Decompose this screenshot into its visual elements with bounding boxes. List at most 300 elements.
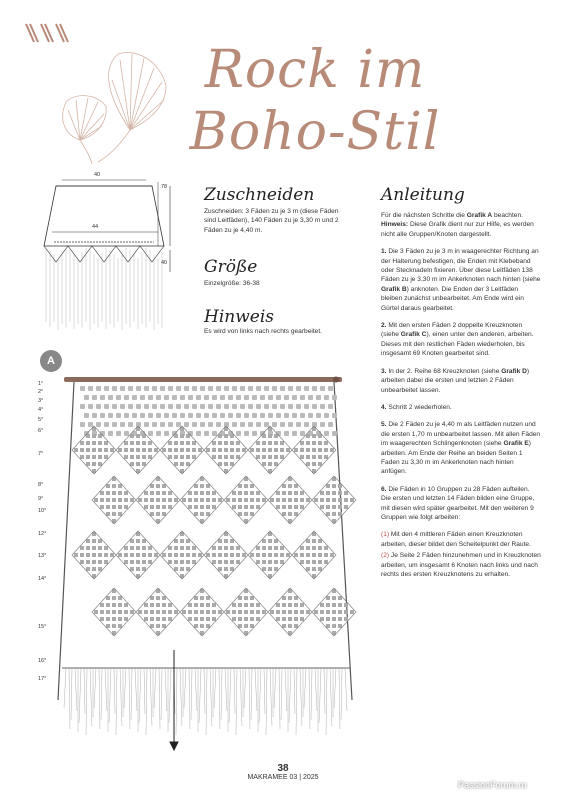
knot bbox=[168, 455, 172, 459]
knot bbox=[150, 624, 154, 628]
knot bbox=[268, 553, 272, 557]
knot bbox=[244, 596, 248, 600]
knot bbox=[332, 596, 336, 600]
knot bbox=[92, 441, 96, 445]
knot bbox=[116, 413, 121, 418]
knot bbox=[274, 539, 278, 543]
knot bbox=[332, 484, 336, 488]
fringe bbox=[324, 668, 325, 714]
knot bbox=[112, 498, 116, 502]
knot bbox=[198, 448, 202, 452]
knot bbox=[140, 413, 145, 418]
knot bbox=[236, 546, 240, 550]
knot bbox=[124, 546, 128, 550]
knot bbox=[206, 498, 210, 502]
knot bbox=[184, 386, 189, 391]
knot bbox=[238, 610, 242, 614]
knot bbox=[176, 404, 181, 409]
knot bbox=[300, 441, 304, 445]
knot bbox=[338, 484, 342, 488]
knot bbox=[300, 455, 304, 459]
knot bbox=[328, 386, 333, 391]
knot bbox=[332, 624, 336, 628]
fringe bbox=[184, 668, 186, 708]
knot bbox=[240, 422, 245, 427]
knot bbox=[144, 386, 149, 391]
fringe bbox=[169, 668, 171, 723]
knot bbox=[124, 448, 128, 452]
fringe bbox=[229, 668, 231, 723]
knot bbox=[318, 560, 322, 564]
knot bbox=[268, 448, 272, 452]
fringe bbox=[341, 668, 342, 720]
knot bbox=[148, 441, 152, 445]
knot bbox=[94, 610, 98, 614]
knot bbox=[86, 553, 90, 557]
knot bbox=[344, 491, 348, 495]
knot bbox=[100, 617, 104, 621]
knot bbox=[236, 413, 241, 418]
knot bbox=[262, 610, 266, 614]
knot bbox=[112, 505, 116, 509]
knot bbox=[124, 617, 128, 621]
knot bbox=[144, 422, 149, 427]
knot bbox=[168, 441, 172, 445]
knot bbox=[112, 512, 116, 516]
knot bbox=[240, 386, 245, 391]
knot bbox=[326, 505, 330, 509]
knot bbox=[324, 395, 329, 400]
knot bbox=[148, 560, 152, 564]
knot bbox=[168, 491, 172, 495]
knot bbox=[256, 448, 260, 452]
knot bbox=[306, 567, 310, 571]
knot bbox=[200, 596, 204, 600]
knot bbox=[284, 395, 289, 400]
step-5: 5. Die 2 Fäden zu je 4,40 m als Leitfäden nutzen und die ersten 1,70 m unbearbeitet lassen. Mit allen Fäden im waagerechten Schlingenknoten (siehe Grafik E) arbeiten. Am Ende der Reihe an beiden Seiten 1 Faden zu 3,30 m im Ankerknoten nach hinten anfügen. bbox=[381, 421, 541, 476]
fringe bbox=[101, 668, 102, 720]
fringe bbox=[94, 668, 96, 708]
knot bbox=[110, 448, 114, 452]
knot bbox=[294, 498, 298, 502]
knot bbox=[136, 386, 141, 391]
knot bbox=[212, 498, 216, 502]
knot bbox=[196, 413, 201, 418]
knot bbox=[280, 448, 284, 452]
fringe bbox=[319, 668, 321, 723]
knot bbox=[104, 455, 108, 459]
knot bbox=[262, 539, 266, 543]
knot bbox=[118, 505, 122, 509]
knot bbox=[174, 553, 178, 557]
knot bbox=[280, 422, 285, 427]
knot bbox=[124, 603, 128, 607]
knot bbox=[250, 484, 254, 488]
knot bbox=[106, 603, 110, 607]
knot bbox=[268, 434, 272, 438]
knot bbox=[318, 546, 322, 550]
knot bbox=[154, 448, 158, 452]
knot bbox=[136, 560, 140, 564]
knot bbox=[106, 505, 110, 509]
knot bbox=[300, 395, 305, 400]
fringe bbox=[309, 668, 310, 729]
knot bbox=[236, 455, 240, 459]
knot bbox=[86, 462, 90, 466]
row-label: 15° bbox=[38, 624, 47, 630]
knot bbox=[104, 441, 108, 445]
knot bbox=[294, 596, 298, 600]
knot bbox=[268, 395, 273, 400]
knot bbox=[332, 395, 337, 400]
knot bbox=[194, 596, 198, 600]
knot bbox=[330, 448, 334, 452]
knot bbox=[256, 441, 260, 445]
knot bbox=[144, 610, 148, 614]
knot bbox=[192, 448, 196, 452]
fringe bbox=[300, 668, 302, 726]
knot bbox=[180, 441, 184, 445]
knot bbox=[238, 512, 242, 516]
knot bbox=[236, 448, 240, 452]
knot bbox=[148, 546, 152, 550]
knot bbox=[252, 413, 257, 418]
knot bbox=[276, 505, 280, 509]
fringe bbox=[264, 668, 265, 714]
knot bbox=[168, 498, 172, 502]
fringe bbox=[191, 668, 192, 720]
knot bbox=[144, 603, 148, 607]
knot bbox=[274, 448, 278, 452]
knot bbox=[244, 617, 248, 621]
knot bbox=[304, 386, 309, 391]
knot bbox=[200, 610, 204, 614]
step-6-2: (2) Je Seite 2 Fäden hinzunehmen und in Kreuzknoten arbeiten, um insgesamt 6 Knoten nach links und nach rechts des ersten Kreuzknotens zu erhalten. bbox=[381, 552, 541, 578]
knot bbox=[180, 462, 184, 466]
knot bbox=[98, 441, 102, 445]
knot bbox=[168, 386, 173, 391]
knot bbox=[224, 404, 229, 409]
knot bbox=[212, 560, 216, 564]
knot bbox=[86, 560, 90, 564]
knot bbox=[306, 441, 310, 445]
knot bbox=[188, 603, 192, 607]
knot bbox=[328, 404, 333, 409]
knot bbox=[164, 395, 169, 400]
knot bbox=[260, 395, 265, 400]
knot bbox=[84, 395, 89, 400]
footer bbox=[183, 763, 383, 781]
knot bbox=[104, 546, 108, 550]
knot bbox=[232, 505, 236, 509]
knot bbox=[232, 386, 237, 391]
knot bbox=[306, 455, 310, 459]
knot bbox=[244, 610, 248, 614]
knot bbox=[326, 624, 330, 628]
knot bbox=[250, 596, 254, 600]
knot bbox=[264, 386, 269, 391]
knot bbox=[332, 512, 336, 516]
knot bbox=[194, 505, 198, 509]
knot bbox=[324, 546, 328, 550]
knot bbox=[294, 512, 298, 516]
anleitung-heading: Anleitung bbox=[381, 185, 465, 205]
knot bbox=[324, 431, 329, 436]
knot bbox=[286, 448, 290, 452]
knot bbox=[156, 491, 160, 495]
knot bbox=[350, 498, 354, 502]
knot bbox=[224, 567, 228, 571]
knot bbox=[282, 624, 286, 628]
knot bbox=[276, 617, 280, 621]
knot bbox=[232, 498, 236, 502]
knot bbox=[188, 491, 192, 495]
knot bbox=[196, 395, 201, 400]
knot bbox=[100, 491, 104, 495]
info-column bbox=[204, 185, 352, 336]
knot bbox=[150, 491, 154, 495]
knot bbox=[244, 491, 248, 495]
knot bbox=[192, 560, 196, 564]
fringe bbox=[139, 668, 141, 723]
knot bbox=[332, 491, 336, 495]
macrame-pattern-drawing bbox=[36, 350, 366, 760]
knot bbox=[232, 603, 236, 607]
row-label: 14° bbox=[38, 576, 47, 582]
knot bbox=[282, 505, 286, 509]
knot bbox=[124, 610, 128, 614]
knot bbox=[92, 448, 96, 452]
knot bbox=[256, 603, 260, 607]
knot bbox=[318, 553, 322, 557]
knot bbox=[206, 448, 210, 452]
knot bbox=[338, 617, 342, 621]
row-label: 1° bbox=[38, 381, 44, 387]
knot bbox=[300, 546, 304, 550]
knot bbox=[192, 553, 196, 557]
fringe bbox=[294, 668, 295, 714]
fringe bbox=[189, 668, 190, 729]
knot bbox=[92, 455, 96, 459]
knot bbox=[180, 455, 184, 459]
knot bbox=[150, 603, 154, 607]
fringe bbox=[289, 668, 291, 723]
knot bbox=[212, 505, 216, 509]
knot bbox=[104, 422, 109, 427]
fringe bbox=[199, 668, 201, 723]
knot bbox=[194, 512, 198, 516]
row-label: 3° bbox=[38, 398, 44, 404]
knot bbox=[104, 560, 108, 564]
knot bbox=[136, 539, 140, 543]
fringe bbox=[206, 668, 207, 735]
knot bbox=[204, 395, 209, 400]
knot bbox=[224, 539, 228, 543]
knot bbox=[250, 491, 254, 495]
knot bbox=[244, 395, 249, 400]
knot bbox=[192, 455, 196, 459]
knot bbox=[244, 484, 248, 488]
knot bbox=[218, 539, 222, 543]
knot bbox=[256, 498, 260, 502]
knot bbox=[326, 596, 330, 600]
knot bbox=[230, 434, 234, 438]
knot bbox=[288, 596, 292, 600]
knot bbox=[262, 462, 266, 466]
knot bbox=[186, 441, 190, 445]
knot bbox=[350, 610, 354, 614]
knot bbox=[306, 560, 310, 564]
groesse-text: Einzelgröße: 36-38 bbox=[204, 280, 260, 288]
page-number: 38 bbox=[277, 763, 289, 774]
knot bbox=[112, 484, 116, 488]
knot bbox=[212, 491, 216, 495]
knot bbox=[128, 386, 133, 391]
knot bbox=[262, 448, 266, 452]
knot bbox=[180, 434, 184, 438]
knot bbox=[294, 505, 298, 509]
knot bbox=[168, 422, 173, 427]
knot bbox=[208, 386, 213, 391]
knot bbox=[156, 505, 160, 509]
knot bbox=[162, 603, 166, 607]
fringe bbox=[304, 668, 306, 708]
knot bbox=[188, 498, 192, 502]
knot bbox=[294, 603, 298, 607]
knot bbox=[118, 484, 122, 488]
knot bbox=[218, 448, 222, 452]
knot bbox=[92, 567, 96, 571]
knot bbox=[96, 386, 101, 391]
knot bbox=[80, 553, 84, 557]
knot bbox=[256, 455, 260, 459]
fringe bbox=[86, 668, 87, 735]
knot bbox=[184, 404, 189, 409]
knot bbox=[112, 624, 116, 628]
knot bbox=[148, 553, 152, 557]
knot bbox=[312, 434, 316, 438]
knot bbox=[274, 560, 278, 564]
knot bbox=[304, 422, 309, 427]
knot bbox=[250, 624, 254, 628]
knot bbox=[312, 462, 316, 466]
fringe bbox=[274, 668, 276, 708]
knot bbox=[320, 491, 324, 495]
knot bbox=[292, 395, 297, 400]
knot bbox=[256, 505, 260, 509]
knot bbox=[212, 413, 217, 418]
knot bbox=[186, 546, 190, 550]
knot bbox=[288, 404, 293, 409]
knot bbox=[80, 422, 85, 427]
knot bbox=[268, 567, 272, 571]
knot bbox=[80, 441, 84, 445]
knot bbox=[130, 455, 134, 459]
knot bbox=[120, 386, 125, 391]
knot bbox=[186, 567, 190, 571]
knot bbox=[104, 553, 108, 557]
knot bbox=[124, 491, 128, 495]
knot bbox=[198, 553, 202, 557]
diagram-a bbox=[36, 350, 366, 760]
knot bbox=[282, 491, 286, 495]
knot bbox=[256, 546, 260, 550]
row-label: 7° bbox=[38, 451, 44, 457]
knot bbox=[162, 624, 166, 628]
knot bbox=[282, 484, 286, 488]
knot bbox=[218, 455, 222, 459]
knot bbox=[312, 567, 316, 571]
knot bbox=[188, 610, 192, 614]
knot bbox=[130, 434, 134, 438]
knot bbox=[150, 617, 154, 621]
knot bbox=[124, 431, 129, 436]
knot bbox=[164, 431, 169, 436]
knot bbox=[318, 567, 322, 571]
knot bbox=[130, 567, 134, 571]
knot bbox=[110, 553, 114, 557]
fringe bbox=[296, 668, 297, 735]
knot bbox=[282, 610, 286, 614]
knot bbox=[288, 610, 292, 614]
knot bbox=[276, 395, 281, 400]
knot bbox=[272, 386, 277, 391]
knot bbox=[112, 603, 116, 607]
knot bbox=[96, 422, 101, 427]
knot bbox=[288, 498, 292, 502]
knot bbox=[224, 448, 228, 452]
knot bbox=[200, 422, 205, 427]
knot bbox=[262, 441, 266, 445]
knot bbox=[206, 491, 210, 495]
knot bbox=[326, 498, 330, 502]
knot bbox=[212, 546, 216, 550]
knot bbox=[250, 512, 254, 516]
knot bbox=[238, 484, 242, 488]
hanging-rod bbox=[64, 377, 342, 382]
knot bbox=[260, 413, 265, 418]
knot bbox=[180, 553, 184, 557]
knot bbox=[136, 404, 141, 409]
knot bbox=[224, 553, 228, 557]
knot bbox=[206, 603, 210, 607]
knot bbox=[300, 603, 304, 607]
knot bbox=[150, 505, 154, 509]
knot bbox=[204, 413, 209, 418]
knot bbox=[98, 455, 102, 459]
fringe bbox=[64, 668, 66, 708]
knot bbox=[150, 610, 154, 614]
knot bbox=[124, 553, 128, 557]
knot bbox=[104, 386, 109, 391]
knot bbox=[142, 546, 146, 550]
knot bbox=[186, 553, 190, 557]
fringe bbox=[116, 668, 117, 735]
knot bbox=[98, 546, 102, 550]
knot bbox=[98, 462, 102, 466]
knot bbox=[194, 617, 198, 621]
knot bbox=[280, 386, 285, 391]
knot bbox=[324, 553, 328, 557]
row-label: 12° bbox=[38, 531, 47, 537]
knot bbox=[156, 498, 160, 502]
knot bbox=[318, 448, 322, 452]
knot bbox=[304, 404, 309, 409]
knot bbox=[270, 498, 274, 502]
knot bbox=[162, 484, 166, 488]
fringe bbox=[129, 668, 130, 729]
skirt-sketch-drawing bbox=[40, 172, 180, 337]
